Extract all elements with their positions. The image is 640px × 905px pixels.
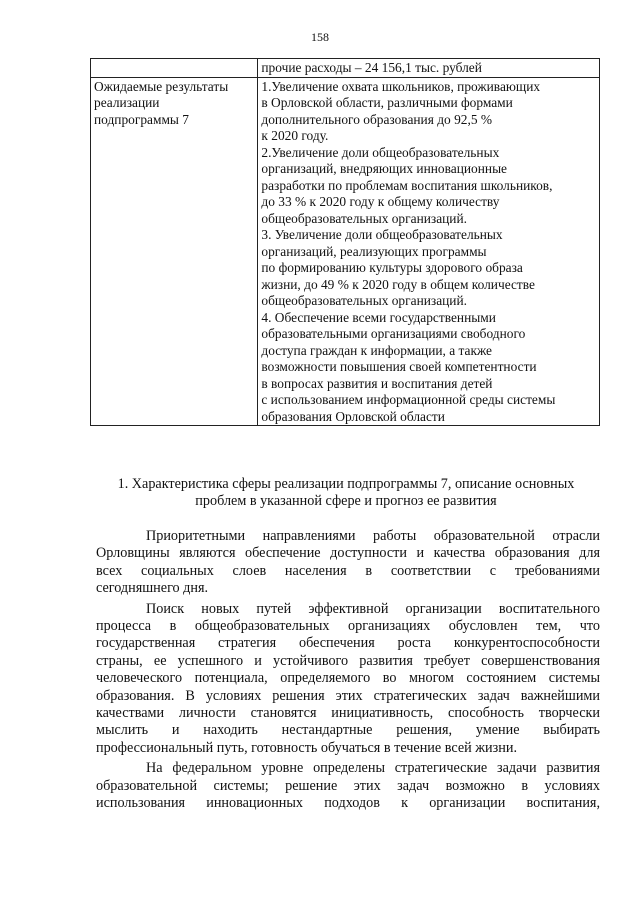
- result-line: к 2020 году.: [261, 128, 329, 143]
- paragraph-line: Приоритетными направлениями работы образовательной отрасли: [146, 528, 600, 544]
- paragraph-line: государственная стратегия обеспечения роста конкурентоспособности: [96, 635, 600, 652]
- paragraph-line: качествами личности становятся инициативность, способность творчески: [96, 705, 600, 722]
- result-line: образования Орловской области: [261, 408, 445, 424]
- result-line: дополнительного образования до 92,5 %: [261, 111, 493, 127]
- result-line: 3. Увеличение доли общеобразовательных: [261, 227, 503, 242]
- result-line: с использованием информационной среды системы: [261, 392, 556, 407]
- paragraph-line: человеческого потенциала, определяемого во многом состоянием системы: [96, 670, 600, 687]
- result-line: общеобразовательных организаций.: [261, 293, 467, 308]
- result-line: организаций, реализующих программы: [261, 243, 487, 259]
- result-line: в Орловской области, различными формами: [261, 95, 513, 110]
- paragraph-line: сегодняшнего дня.: [96, 580, 209, 597]
- result-line: общеобразовательных организаций.: [261, 210, 467, 226]
- paragraph-line: профессиональный путь, готовность обучаться в течение всей жизни.: [96, 739, 517, 756]
- result-line: в вопросах развития и воспитания детей: [261, 375, 493, 391]
- section-heading-line: проблем в указанной сфере и прогноз ее развития: [195, 493, 497, 509]
- paragraph: [96, 601, 600, 758]
- section-heading-line: 1. Характеристика сферы реализации подпрограммы 7, описание основных: [117, 476, 575, 492]
- result-line: возможности повышения своей компетентности: [261, 359, 537, 374]
- paragraph: [96, 528, 600, 598]
- program-table: [90, 58, 600, 426]
- result-line: организаций, внедряющих инновационные: [261, 161, 508, 176]
- expected-results-label-line: реализации: [94, 95, 160, 110]
- paragraph-line: образования. В условиях решения этих стратегических задач важнейшими: [96, 687, 600, 704]
- result-line: 1.Увеличение охвата школьников, проживающих: [261, 78, 541, 94]
- paragraph: [96, 760, 600, 812]
- expected-results-cell: [258, 77, 600, 426]
- paragraph-line: мыслить и находить нестандартные решения, умение выбирать: [96, 722, 600, 739]
- result-line: жизни, до 49 % к 2020 году в общем количестве: [261, 276, 535, 292]
- other-expenses-cell: прочие расходы – 24 156,1 тыс. рублей: [258, 59, 600, 78]
- result-line: доступа граждан к информации, а также: [261, 342, 492, 358]
- table-cell-empty: [91, 59, 258, 78]
- body-text: [96, 528, 600, 816]
- expected-results-label-line: Ожидаемые результаты: [94, 78, 229, 94]
- table-row: [91, 77, 600, 426]
- page-number: 158: [311, 30, 329, 44]
- result-line: 4. Обеспечение всеми государственными: [261, 309, 496, 325]
- result-line: разработки по проблемам воспитания школьников,: [261, 177, 553, 193]
- paragraph-line: На федеральном уровне определены стратегические задачи развития: [146, 760, 600, 777]
- paragraph-line: всех социальных слоев населения в соответствии с требованиями: [96, 562, 600, 579]
- paragraph-line: образовательной системы; решение этих задач возможно в условиях: [96, 777, 600, 794]
- paragraph-line: процесса в общеобразовательных организациях обусловлен тем, что: [96, 618, 600, 635]
- paragraph-line: Орловщины являются обеспечение доступности и качества образования для: [96, 545, 600, 562]
- paragraph-line: страны, ее успешного и устойчивого развития требует совершенствования: [96, 652, 600, 669]
- table-row: [91, 59, 600, 78]
- paragraph-line: использования инновационных подходов к организации воспитания,: [96, 795, 600, 812]
- result-line: по формированию культуры здорового образа: [261, 260, 523, 275]
- result-line: 2.Увеличение доли общеобразовательных: [261, 144, 500, 160]
- result-line: образовательными организациями свободного: [261, 326, 526, 341]
- result-line: до 33 % к 2020 году к общему количеству: [261, 194, 500, 209]
- section-heading: [96, 476, 596, 510]
- expected-results-label-line: подпрограммы 7: [94, 111, 189, 127]
- paragraph-line: Поиск новых путей эффективной организации воспитательного: [146, 600, 600, 617]
- expected-results-label-cell: [91, 77, 258, 426]
